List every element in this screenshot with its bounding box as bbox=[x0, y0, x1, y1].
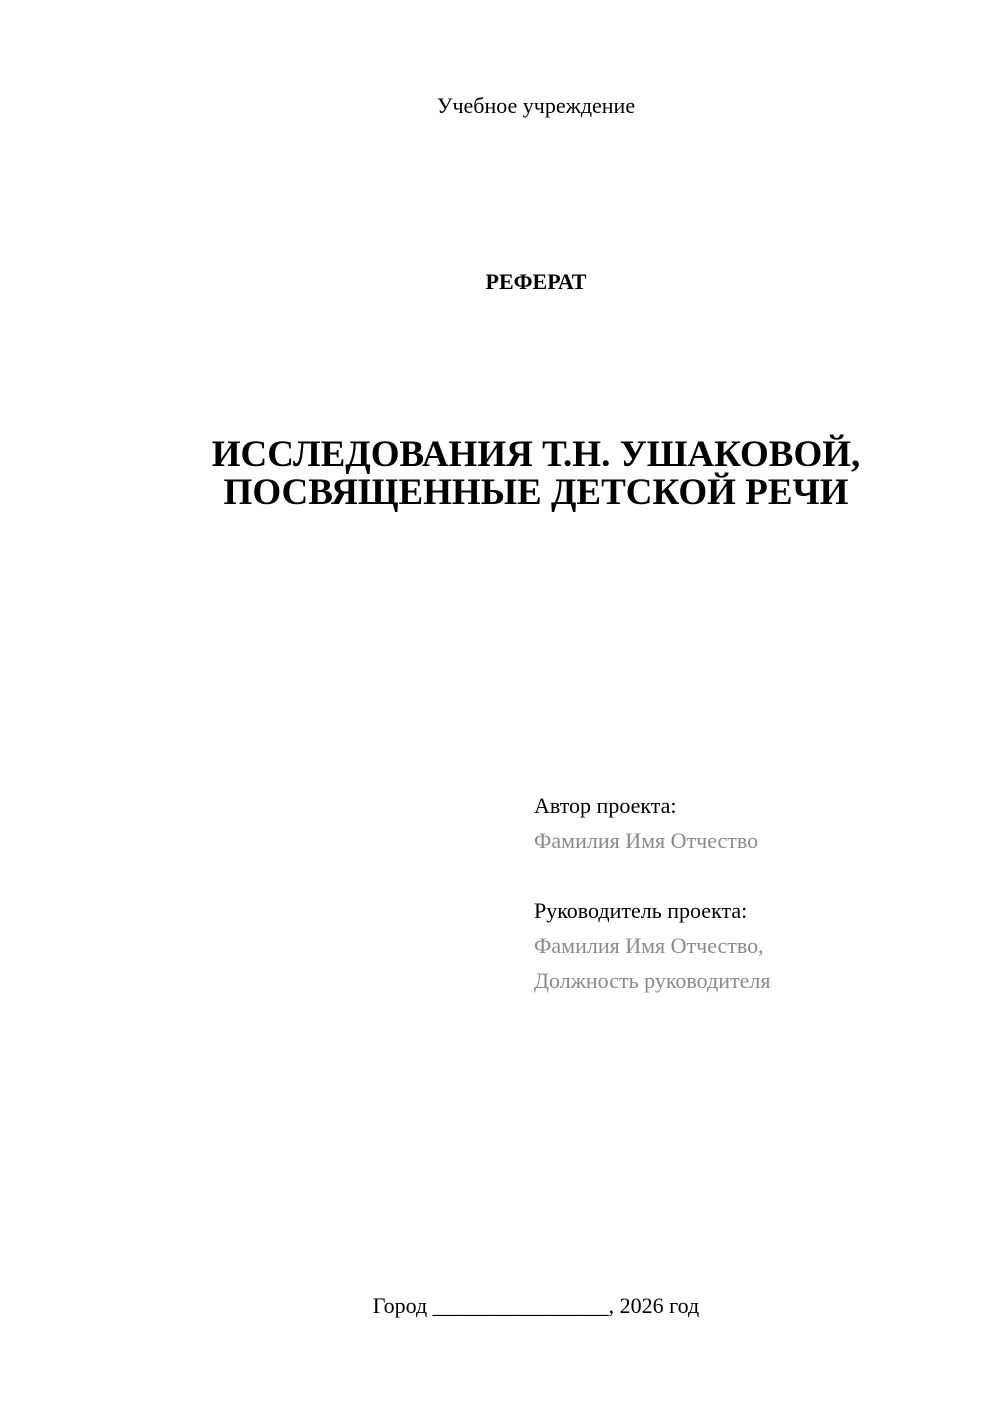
supervisor-name: Фамилия Имя Отчество, bbox=[534, 933, 764, 958]
project-people-block bbox=[534, 788, 974, 998]
author-name: Фамилия Имя Отчество bbox=[534, 828, 759, 853]
supervisor-position: Должность руководителя bbox=[534, 968, 771, 993]
title-line-2: ПОСВЯЩЕННЫЕ ДЕТСКОЙ РЕЧИ bbox=[223, 472, 849, 513]
supervisor-label: Руководитель проекта: bbox=[534, 898, 748, 923]
author-label: Автор проекта: bbox=[534, 793, 677, 818]
title-line-1: ИССЛЕДОВАНИЯ Т.Н. УШАКОВОЙ, bbox=[211, 434, 861, 475]
institution-name: Учебное учреждение bbox=[436, 93, 636, 118]
spacer bbox=[534, 858, 974, 893]
document-title bbox=[0, 436, 1000, 512]
city-year-line: Город ________________, 2026 год bbox=[372, 1293, 700, 1318]
document-type: РЕФЕРАТ bbox=[485, 269, 587, 294]
